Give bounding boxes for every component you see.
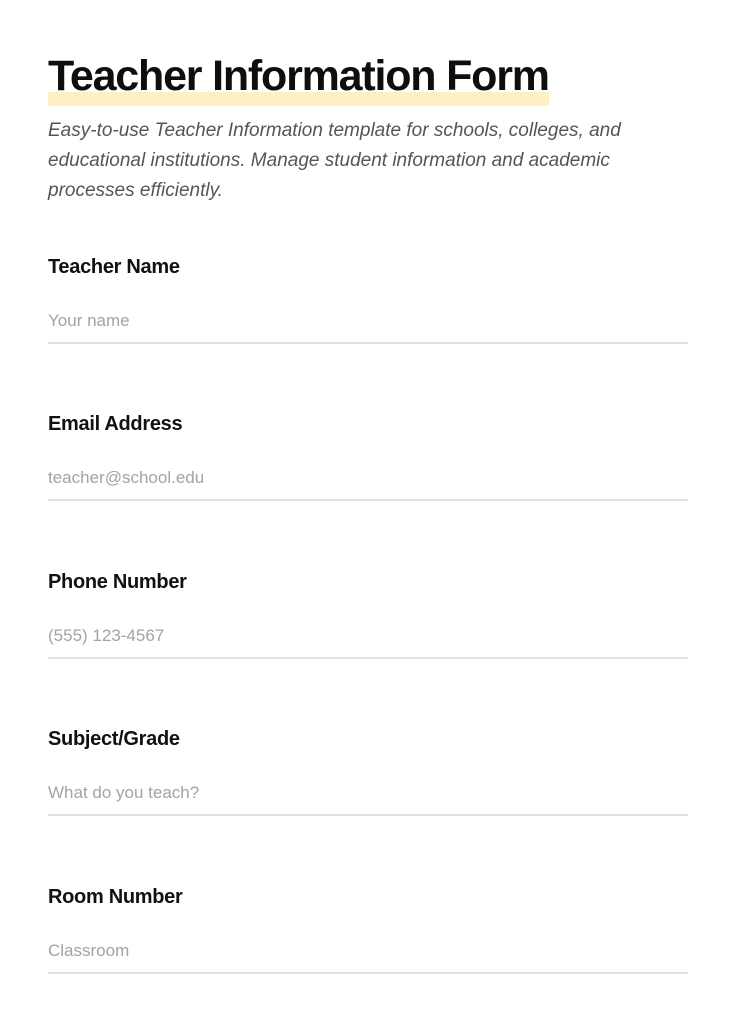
room-number-input[interactable] (48, 930, 688, 974)
phone-number-label: Phone Number (48, 571, 187, 593)
teacher-name-field (48, 254, 688, 364)
teacher-name-label: Teacher Name (48, 256, 180, 278)
email-address-field (48, 411, 688, 521)
subject-grade-label: Subject/Grade (48, 728, 180, 750)
phone-number-input[interactable] (48, 615, 688, 659)
room-number-label: Room Number (48, 886, 183, 908)
form-title: Teacher Information Form (48, 52, 549, 100)
subject-grade-input[interactable] (48, 772, 688, 816)
email-address-input[interactable] (48, 457, 688, 501)
form-description: Easy-to-use Teacher Information template for schools, colleges, and educational institutions. Manage student information and academic processes efficiently. (48, 120, 621, 201)
subject-grade-field (48, 726, 688, 836)
teacher-name-input[interactable] (48, 300, 688, 344)
room-number-field (48, 884, 688, 994)
phone-number-field (48, 569, 688, 679)
email-address-label: Email Address (48, 413, 183, 435)
form-title-wrapper (48, 52, 549, 100)
